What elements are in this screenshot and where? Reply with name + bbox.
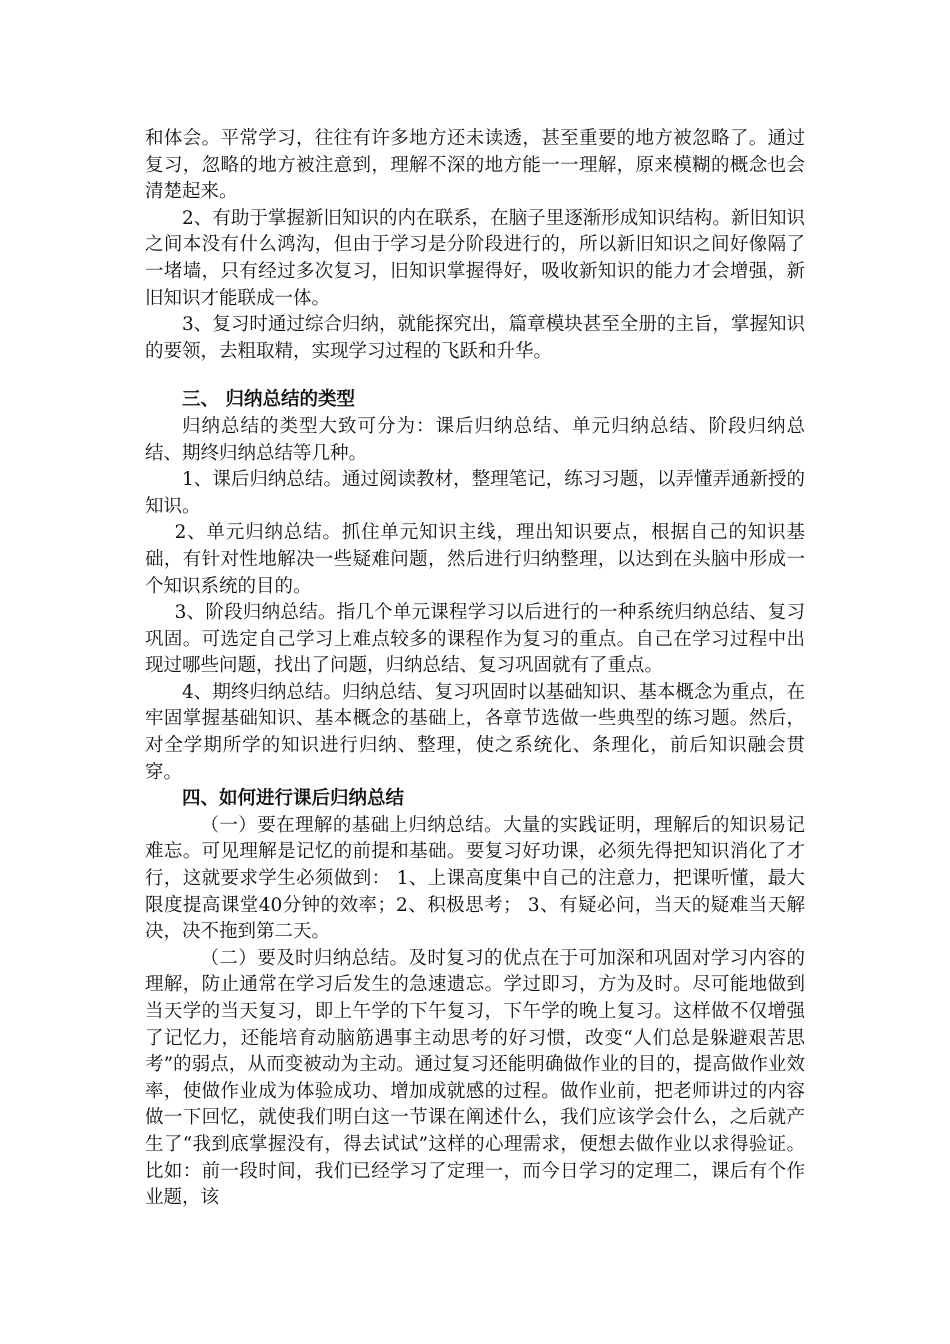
paragraph-type-3: 3、阶段归纳总结。指几个单元课程学习以后进行的一种系统归纳总结、复习巩固。可选定自己学习上难点较多的课程作为复习的重点。自己在学习过程中出现过哪些问题，找出了问题，归纳总结、复习巩固就有了重点。: [145, 602, 805, 677]
paragraph-method-2: （二）要及时归纳总结。及时复习的优点在于可加深和巩固对学习内容的理解，防止通常在学习后发生的急速遗忘。学过即习，方为及时。尽可能地做到当天学的当天复习，即上午学的下午复习，下午学的晚上复习。这样做不仅增强了记忆力，还能培育动脑筋遇事主动思考的好习惯，改变“人们总是躲避艰苦思考”的弱点，从而变被动为主动。通过复习还能明确做作业的目的，提高做作业效率，使做作业成为体验成功、增加成就感的过程。做作业前，把老师讲过的内容做一下回忆，就使我们明白这一节课在阐述什么，我们应该学会什么，之后就产生了“我到底掌握没有，得去试试”这样的心理需求，便想去做作业以求得验证。比如：前一段时间，我们已经学习了定理一，而今日学习的定理二，课后有个作业题，该: [145, 947, 805, 1209]
paragraph-type-2: 2、单元归纳总结。抓住单元知识主线，理出知识要点，根据自己的知识基础，有针对性地解决一些疑难问题，然后进行归纳整理，以达到在头脑中形成一个知识系统的目的。: [145, 522, 805, 597]
paragraph-type-1: 1、课后归纳总结。通过阅读教材，整理笔记，练习习题，以弄懂弄通新授的知识。: [145, 469, 805, 517]
document-body: [145, 126, 805, 1212]
paragraph-continuation: 和体会。平常学习，往往有许多地方还未读透，甚至重要的地方被忽略了。通过复习，忽略的地方被注意到，理解不深的地方能一一理解，原来模糊的概念也会清楚起来。: [145, 128, 805, 203]
paragraph-type-4: 4、期终归纳总结。归纳总结、复习巩固时以基础知识、基本概念为重点，在牢固掌握基础知识、基本概念的基础上，各章节选做一些典型的练习题。然后，对全学期所学的知识进行归纳、整理，使之系统化、条理化，前后知识融会贯穿。: [145, 681, 805, 783]
paragraph-method-1: （一）要在理解的基础上归纳总结。大量的实践证明，理解后的知识易记难忘。可见理解是记忆的前提和基础。要复习好功课，必须先得把知识消化了才行，这就要求学生必须做到： 1、上课高度集中自己的注意力，把课听懂，最大限度提高课堂40分钟的效率；2、积极思考； 3、有疑必问，当天的疑难当天解决，决不拖到第二天。: [145, 814, 805, 943]
paragraph-point-2: 2、有助于掌握新旧知识的内在联系，在脑子里逐渐形成知识结构。新旧知识之间本没有什么鸿沟，但由于学习是分阶段进行的，所以新旧知识之间好像隔了一堵墙，只有经过多次复习，旧知识掌握得好，吸收新知识的能力才会增强，新旧知识才能联成一体。: [145, 207, 805, 309]
paragraph-point-3: 3、复习时通过综合归纳，就能探究出，篇章模块甚至全册的主旨，掌握知识的要领，去粗取精，实现学习过程的飞跃和升华。: [145, 314, 805, 362]
section-heading-3: 三、 归纳总结的类型: [182, 389, 355, 411]
section-heading-4: 四、如何进行课后归纳总结: [182, 788, 405, 810]
section-spacer: [145, 365, 805, 387]
paragraph-types-intro: 归纳总结的类型大致可分为：课后归纳总结、单元归纳总结、阶段归纳总结、期终归纳总结等几种。: [145, 415, 805, 464]
